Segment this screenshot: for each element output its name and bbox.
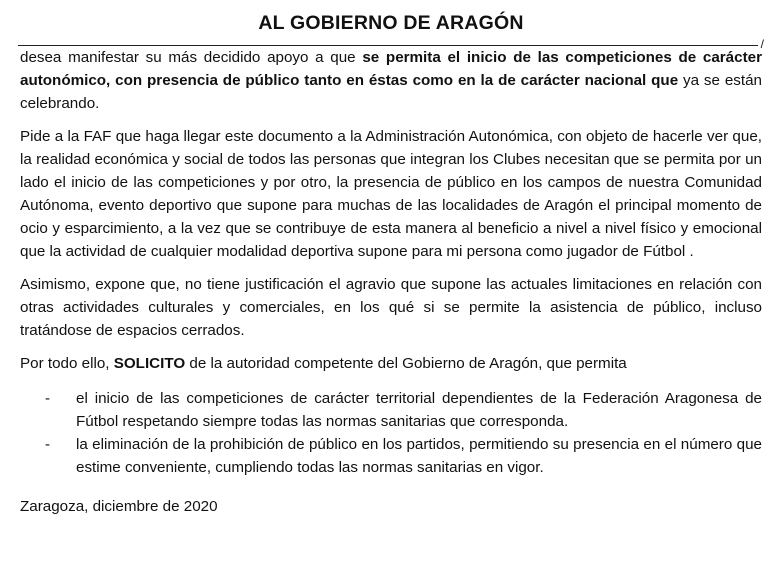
list-item-text: el inicio de las competiciones de carácter territorial dependientes de la Federación Aragonesa de Fútbol respetando siempre todas las normas sanitarias que corresponda. — [76, 390, 762, 430]
document-title: AL GOBIERNO DE ARAGÓN — [258, 12, 524, 34]
list-item — [45, 387, 762, 433]
rule-end-mark: / — [760, 37, 764, 51]
paragraph-solicito-text-2: de la autoridad competente del Gobierno de Aragón, que permita — [185, 355, 627, 372]
paragraph-support-text-2: ya se están celebrando. — [20, 72, 762, 112]
paragraph-solicito — [20, 352, 762, 375]
paragraph-support-bold: se permita el inicio de las competiciones de carácter autonómico, con presencia de público tanto en éstas como en la de carácter nacional que — [20, 49, 762, 89]
paragraph-request-faf: Pide a la FAF que haga llegar este documento a la Administración Autonómica, con objeto de hacerle ver que, la realidad económica y social de todos las personas que integran los Clubes necesitan que se permita por un lado el inicio de las competiciones y por otro, la presencia de público en los campos de nuestra Comunidad Autónoma, evento deportivo que supone para muchas de las localidades de Aragón el principal momento de ocio y esparcimiento, a la vez que se contribuye de esta manera al beneficio a nivel a nivel físico y emocional que la actividad de cualquier modalidad deportiva supone para mi persona como jugador de Fútbol . — [20, 128, 762, 260]
place-date: Zaragoza, diciembre de 2020 — [20, 498, 218, 515]
bullet-dash: - — [45, 436, 51, 453]
bullet-dash: - — [45, 390, 51, 407]
list-item — [45, 433, 762, 479]
paragraph-solicito-text-1: Por todo ello, — [20, 355, 114, 372]
paragraph-support-text-1: desea manifestar su más decidido apoyo a que — [20, 49, 363, 66]
request-list — [20, 387, 762, 479]
signature-line — [18, 36, 764, 51]
solicito-keyword: SOLICITO — [113, 355, 186, 372]
paragraph-support — [20, 46, 762, 115]
paragraph-grievance: Asimismo, expone que, no tiene justificación el agravio que supone las actuales limitaciones en relación con otras actividades culturales y comerciales, en los qué si se permite la asistencia de público, incluso tratándose de espacios cerrados. — [20, 276, 762, 339]
list-item-text: la eliminación de la prohibición de público en los partidos, permitiendo su presencia en el número que estime conveniente, cumpliendo todas las normas sanitarias en vigor. — [76, 436, 762, 476]
